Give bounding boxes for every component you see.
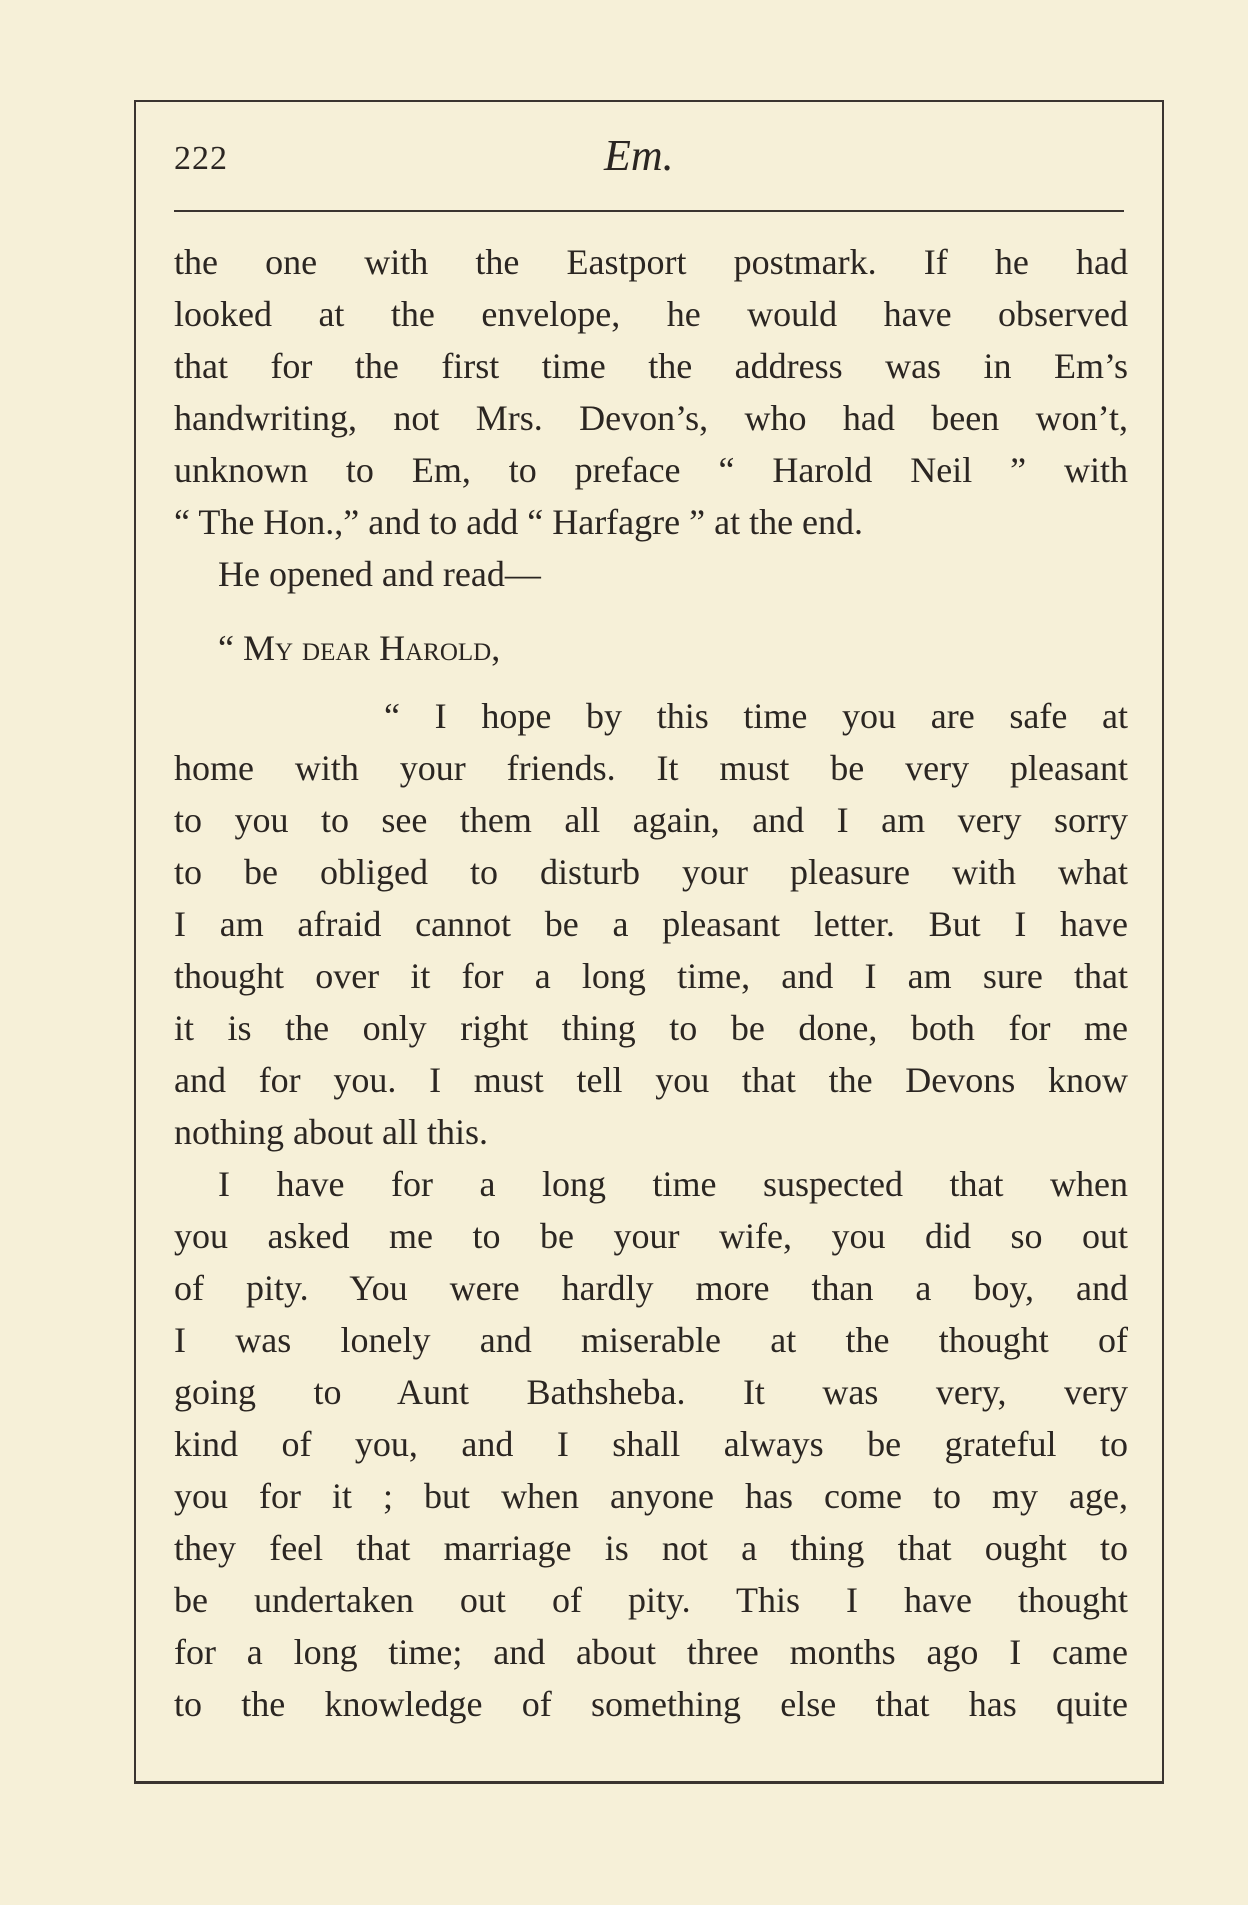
text-line: going to Aunt Bathsheba. It was very, very — [174, 1372, 1128, 1412]
text-line: be undertaken out of pity. This I have thought — [174, 1580, 1128, 1620]
text-line: to you to see them all again, and I am very sorry — [174, 800, 1128, 840]
text-line: “ The Hon.,” and to add “ Harfagre ” at the end. — [174, 502, 864, 542]
text-line: that for the first time the address was in Em’s — [174, 346, 1128, 386]
text-line: home with your friends. It must be very pleasant — [174, 748, 1128, 788]
letter-salutation: “ My dear Harold, — [218, 628, 501, 668]
text-line: I was lonely and miserable at the thought of — [174, 1320, 1128, 1360]
page-header — [174, 130, 1124, 210]
text-line: they feel that marriage is not a thing that ought to — [174, 1528, 1128, 1568]
text-line: He opened and read— — [218, 554, 541, 594]
text-line: I have for a long time suspected that when — [218, 1164, 1128, 1204]
text-line: the one with the Eastport postmark. If he had — [174, 242, 1128, 282]
text-line: thought over it for a long time, and I am sure that — [174, 956, 1128, 996]
text-line: you for it ; but when anyone has come to my age, — [174, 1476, 1128, 1516]
text-line: for a long time; and about three months ago I came — [174, 1632, 1128, 1672]
text-line: to the knowledge of something else that has quite — [174, 1684, 1128, 1724]
text-line: handwriting, not Mrs. Devon’s, who had been won’t, — [174, 398, 1128, 438]
running-title: Em. — [604, 131, 674, 180]
text-line: I am afraid cannot be a pleasant letter. But I have — [174, 904, 1128, 944]
text-line: “ I hope by this time you are safe at — [384, 696, 1128, 736]
text-line: and for you. I must tell you that the Devons know — [174, 1060, 1128, 1100]
body-text — [174, 236, 1128, 1730]
text-line: unknown to Em, to preface “ Harold Neil ” with — [174, 450, 1128, 490]
text-line: kind of you, and I shall always be grateful to — [174, 1424, 1128, 1464]
text-line: nothing about all this. — [174, 1112, 488, 1152]
header-rule — [174, 210, 1124, 212]
text-line: it is the only right thing to be done, both for me — [174, 1008, 1128, 1048]
page-number: 222 — [174, 140, 228, 177]
text-line: of pity. You were hardly more than a boy, and — [174, 1268, 1128, 1308]
text-line: looked at the envelope, he would have observed — [174, 294, 1128, 334]
text-line: you asked me to be your wife, you did so out — [174, 1216, 1128, 1256]
text-line: to be obliged to disturb your pleasure with what — [174, 852, 1128, 892]
